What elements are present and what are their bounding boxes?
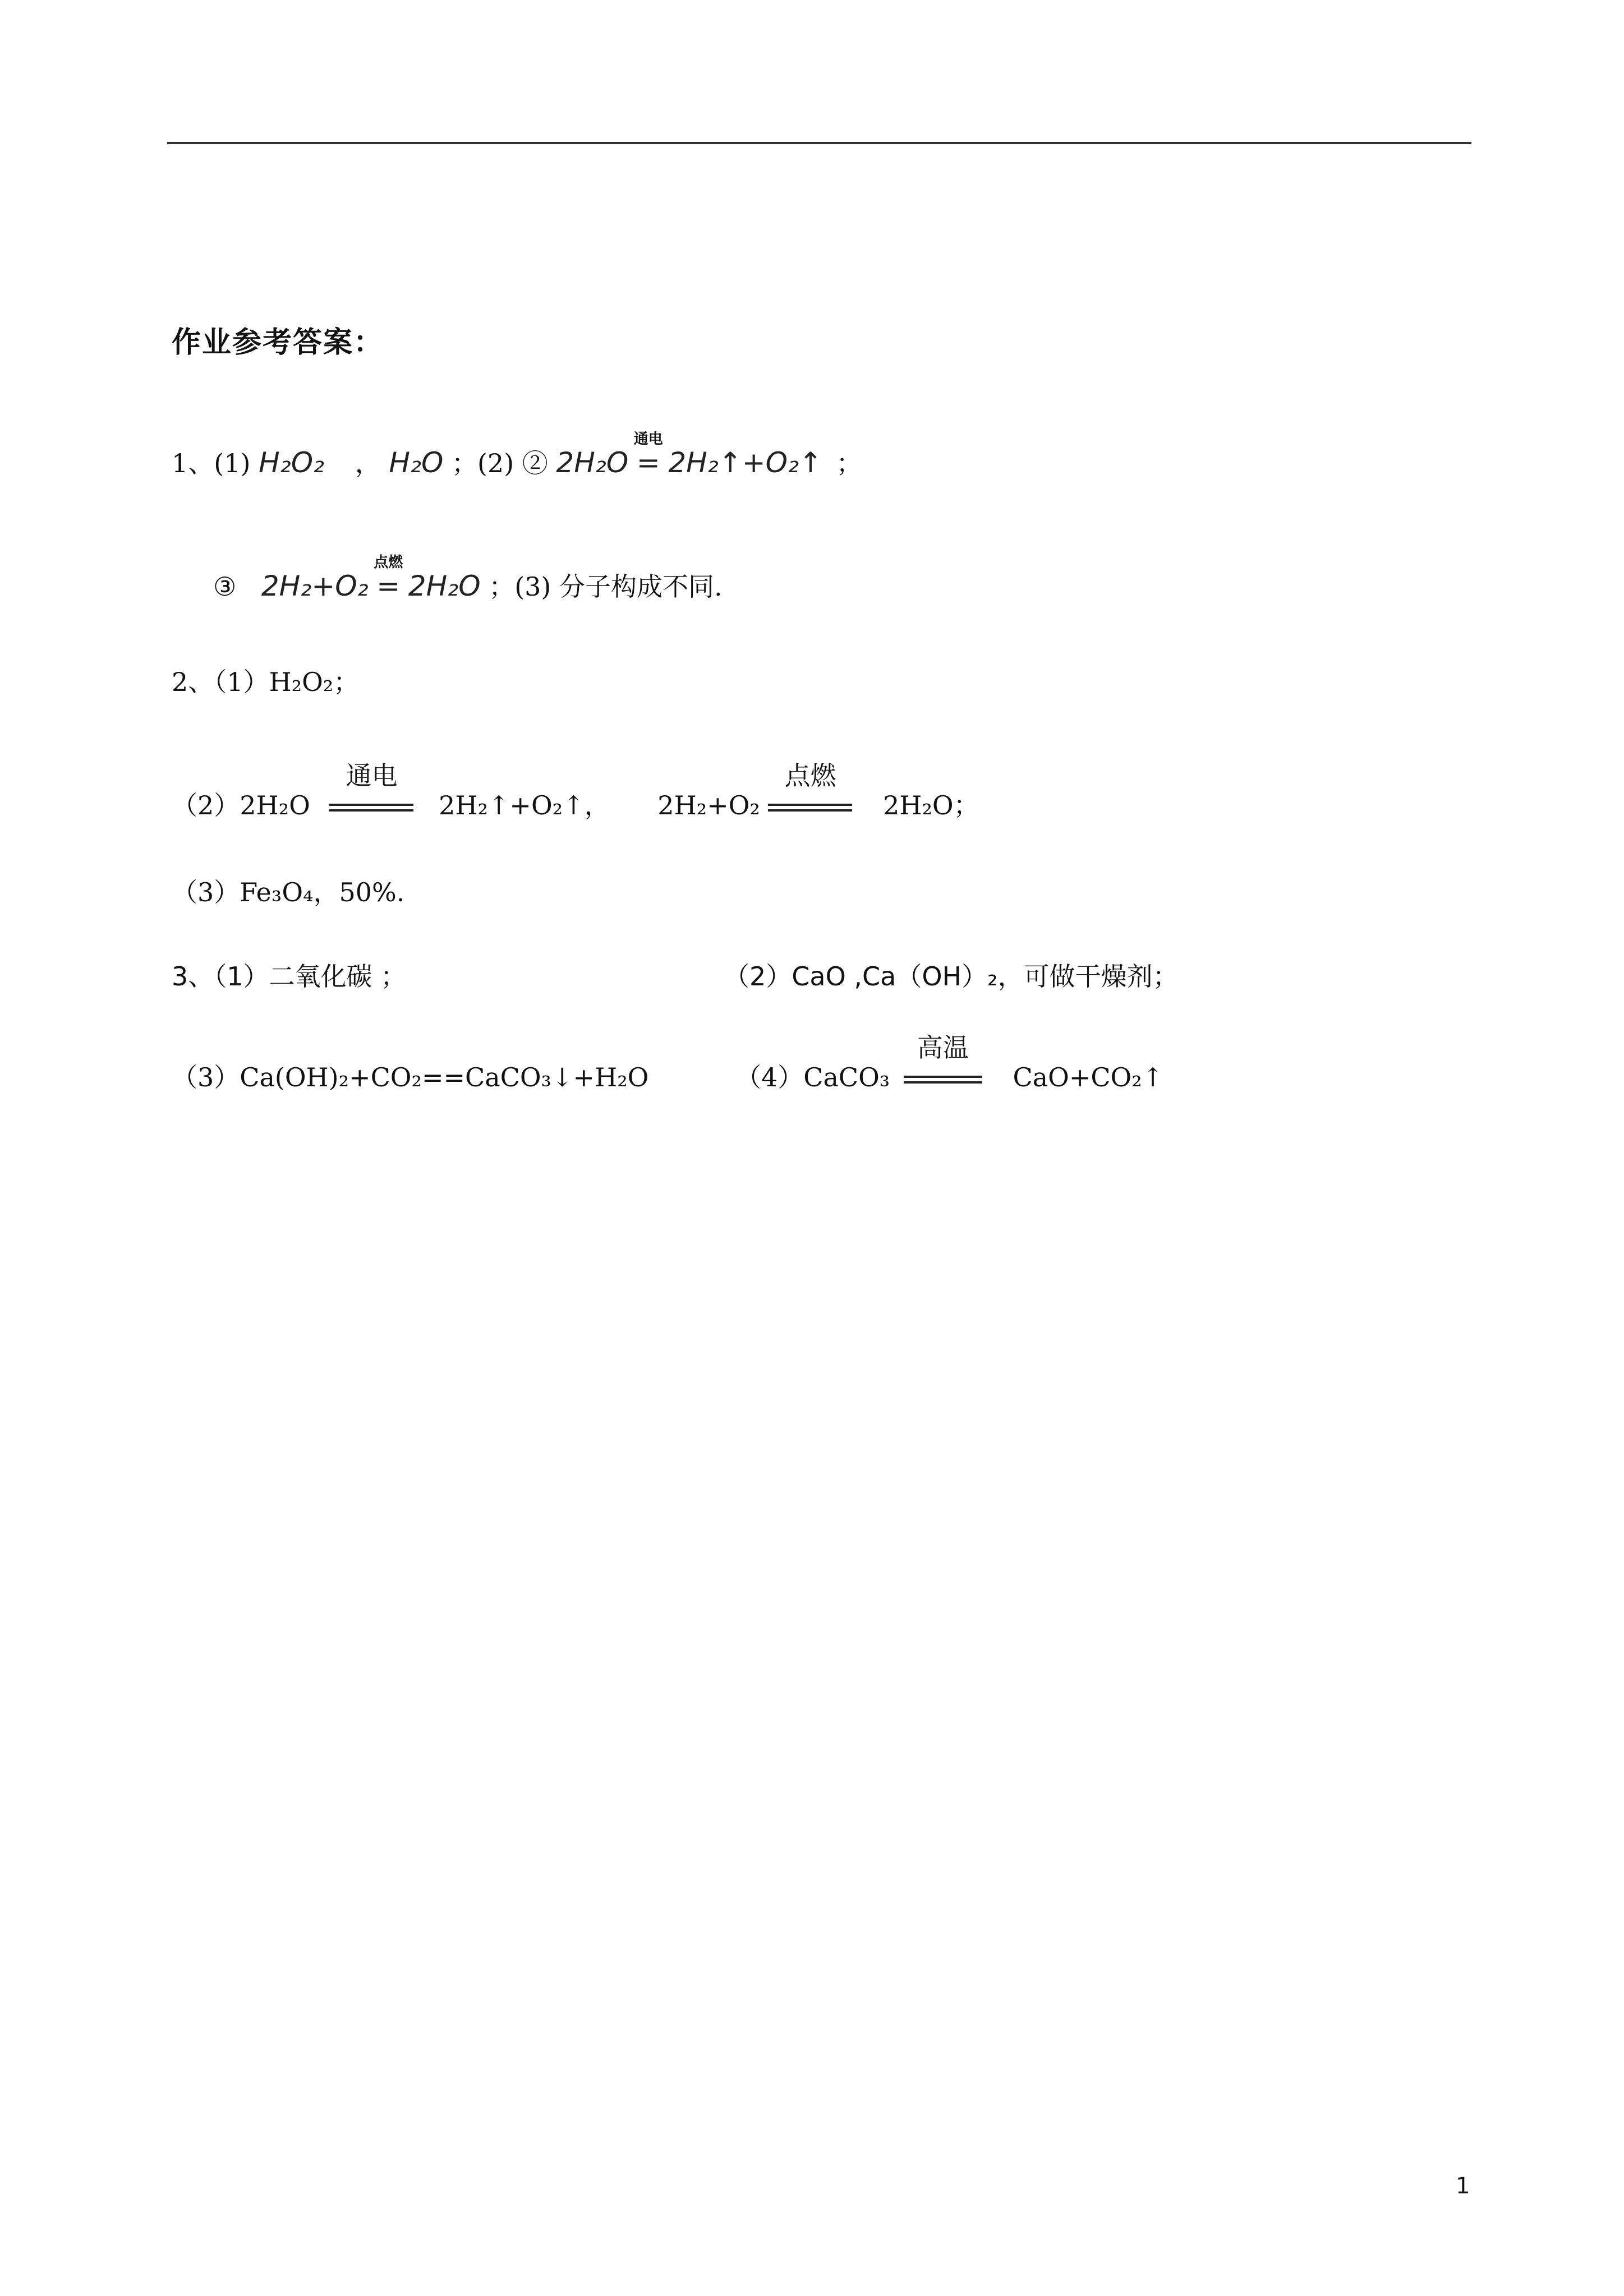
q3-condition-high-temp (904, 1032, 982, 1092)
q1-eq2-right: 2H₂↑+O₂↑ (668, 446, 822, 479)
q1-number: 1、(1) (172, 448, 251, 478)
q2-line-1: 2、（1）H₂O₂； (172, 667, 360, 697)
q3-condition-high-temp-label: 高温 (917, 1032, 969, 1063)
q1-eq3-condition: 点燃 = (376, 570, 400, 602)
q1-line-1 (172, 431, 862, 480)
q1-formula-h2o: H₂O (389, 446, 444, 479)
q2-part2-right: 2H₂↑+O₂↑， (439, 790, 610, 820)
page-number: 1 (1456, 2173, 1470, 2199)
q3-double-bar (904, 1076, 982, 1084)
q2-double-bar-2 (768, 804, 852, 812)
q2-condition-ignition-label: 点燃 (784, 760, 836, 791)
q1-comma: ， (355, 448, 381, 478)
q1-eq2-condition-label: 通电 (633, 431, 663, 448)
q3-part4-right: CaO+CO₂↑ (1013, 1062, 1164, 1092)
q1-circled-3: ③ (213, 571, 237, 602)
q2-condition-electrolysis-label: 通电 (346, 760, 398, 791)
answers-heading: 作业参考答案： (172, 326, 384, 359)
q2-condition-electrolysis (329, 760, 413, 820)
q1-part3: ；(3) 分子构成不同. (489, 571, 723, 602)
q3-line-2 (172, 1032, 1164, 1094)
q1-line-2 (213, 554, 723, 603)
q1-line-end: ； (836, 448, 862, 478)
q1-separator: ；(2) ② (451, 448, 548, 478)
q3-part1: 3、（1）二氧化碳 ； (172, 961, 407, 992)
q3-part3: （3）Ca(OH)₂+CO₂==CaCO₃↓+H₂O (172, 1062, 649, 1092)
header-rule (167, 142, 1471, 144)
q2-condition-ignition (768, 760, 852, 820)
q1-eq3-right: 2H₂O (408, 570, 481, 602)
q1-eq3-condition-label: 点燃 (374, 554, 403, 571)
q2-eq2-right: 2H₂O； (883, 790, 979, 820)
q1-eq3-left: 2H₂+O₂ (261, 570, 369, 602)
q1-eq2-left: 2H₂O (556, 446, 629, 479)
q2-eq2-left: 2H₂+O₂ (657, 790, 760, 820)
q1-eq2-condition: 通电 = (637, 446, 660, 479)
q2-line-3: （3）Fe₃O₄，50%. (172, 877, 405, 907)
q3-part2: （2）CaO ,Ca（OH）₂，可做干燥剂； (724, 961, 1179, 992)
q2-double-bar-1 (329, 804, 413, 812)
q1-formula-h2o2: H₂O₂ (259, 446, 325, 479)
q2-part2-left: （2）2H₂O (172, 790, 310, 820)
q2-line-2 (172, 760, 979, 822)
q3-part4-left: （4）CaCO₃ (735, 1062, 890, 1092)
